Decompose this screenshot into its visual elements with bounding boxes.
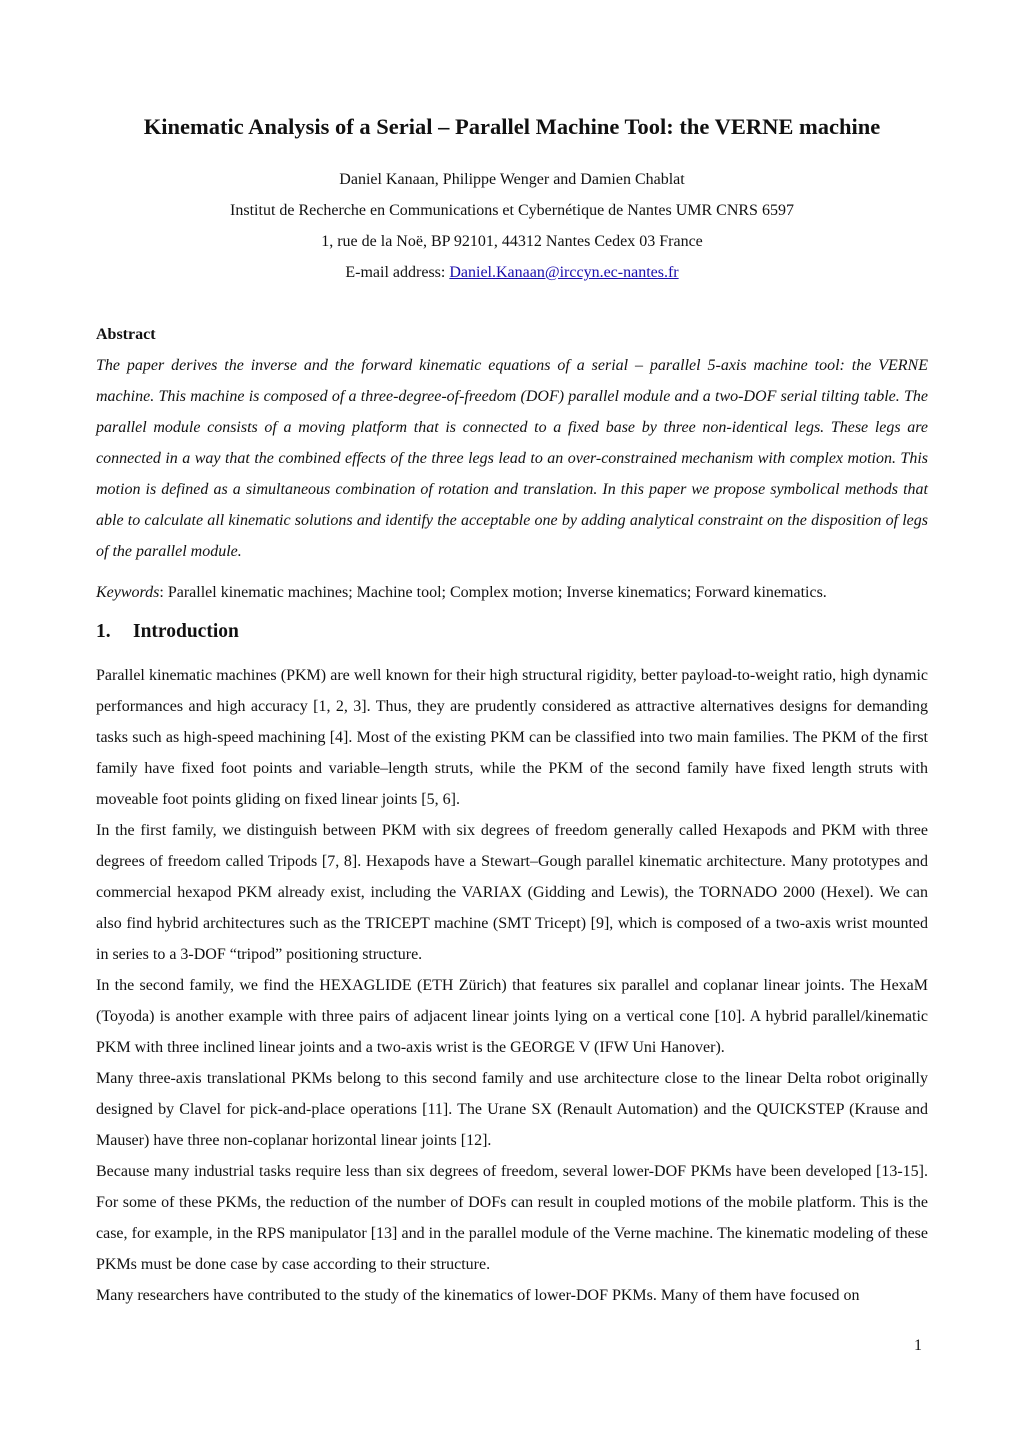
abstract-heading: Abstract bbox=[96, 326, 156, 343]
abstract-text: The paper derives the inverse and the forward kinematic equations of a serial – parallel 5-axis machine tool: the VERNE machine. This machine is composed of a three-degree-of-freedom (DOF) parallel module and a two-DOF serial tilting table. The parallel module consists of a moving platform that is connected to a fixed base by three non-identical legs. These legs are connected in a way that the combined effects of the three legs lead to an over-constrained mechanism with complex motion. This motion is defined as a simultaneous combination of rotation and translation. In this paper we propose symbolical methods that able to calculate all kinematic solutions and identify the acceptable one by adding analytical constraint on the disposition of legs of the parallel module. bbox=[96, 357, 928, 560]
affiliation: Institut de Recherche en Communications et Cybernétique de Nantes UMR CNRS 6597 bbox=[230, 202, 794, 219]
email-label: E-mail address: bbox=[345, 264, 450, 281]
introduction-body bbox=[96, 660, 928, 1311]
address: 1, rue de la Noë, BP 92101, 44312 Nantes Cedex 03 France bbox=[321, 233, 703, 250]
keywords-text: : Parallel kinematic machines; Machine tool; Complex motion; Inverse kinematics; Forward kinematics. bbox=[159, 584, 827, 601]
intro-paragraph-2: In the first family, we distinguish between PKM with six degrees of freedom generally called Hexapods and PKM with three degrees of freedom called Tripods [7, 8]. Hexapods have a Stewart–Gough parallel kinematic architecture. Many prototypes and commercial hexapod PKM already exist, including the VARIAX (Gidding and Lewis), the TORNADO 2000 (Hexel). We can also find hybrid architectures such as the TRICEPT machine (SMT Tricept) [9], which is composed of a two-axis wrist mounted in series to a 3-DOF “tripod” positioning structure. bbox=[96, 822, 928, 963]
intro-paragraph-5: Because many industrial tasks require less than six degrees of freedom, several lower-DOF PKMs have been developed [13-15]. For some of these PKMs, the reduction of the number of DOFs can result in coupled motions of the mobile platform. This is the case, for example, in the RPS manipulator [13] and in the parallel module of the Verne machine. The kinematic modeling of these PKMs must be done case by case according to their structure. bbox=[96, 1163, 928, 1273]
author-block bbox=[96, 168, 928, 292]
keywords-line bbox=[96, 581, 928, 605]
section-number: 1. bbox=[96, 621, 111, 642]
section-heading-introduction bbox=[96, 619, 239, 645]
intro-paragraph-6: Many researchers have contributed to the study of the kinematics of lower-DOF PKMs. Many of them have focused on bbox=[96, 1287, 860, 1304]
email-line bbox=[96, 261, 928, 292]
keywords-label: Keywords bbox=[96, 584, 160, 601]
author-names: Daniel Kanaan, Philippe Wenger and Damien Chablat bbox=[339, 171, 685, 188]
intro-paragraph-4: Many three-axis translational PKMs belong to this second family and use architecture close to the linear Delta robot originally designed by Clavel for pick-and-place operations [11]. The Urane SX (Renault Automation) and the QUICKSTEP (Krause and Mauser) have three non-coplanar horizontal linear joints [12]. bbox=[96, 1070, 928, 1149]
paper-title: Kinematic Analysis of a Serial – Parallel Machine Tool: the VERNE machine bbox=[143, 114, 881, 139]
section-title: Introduction bbox=[133, 621, 239, 642]
page-number: 1 bbox=[914, 1337, 922, 1354]
intro-paragraph-1: Parallel kinematic machines (PKM) are well known for their high structural rigidity, better payload-to-weight ratio, high dynamic performances and high accuracy [1, 2, 3]. Thus, they are prudently considered as attractive alternatives designs for demanding tasks such as high-speed machining [4]. Most of the existing PKM can be classified into two main families. The PKM of the first family have fixed foot points and variable–length struts, while the PKM of the second family have fixed length struts with moveable foot points gliding on fixed linear joints [5, 6]. bbox=[96, 667, 928, 808]
email-link[interactable]: Daniel.Kanaan@irccyn.ec-nantes.fr bbox=[449, 264, 679, 281]
intro-paragraph-3: In the second family, we find the HEXAGLIDE (ETH Zürich) that features six parallel and coplanar linear joints. The HexaM (Toyoda) is another example with three pairs of adjacent linear joints lying on a vertical cone [10]. A hybrid parallel/kinematic PKM with three inclined linear joints and a two-axis wrist is the GEORGE V (IFW Uni Hanover). bbox=[96, 977, 928, 1056]
